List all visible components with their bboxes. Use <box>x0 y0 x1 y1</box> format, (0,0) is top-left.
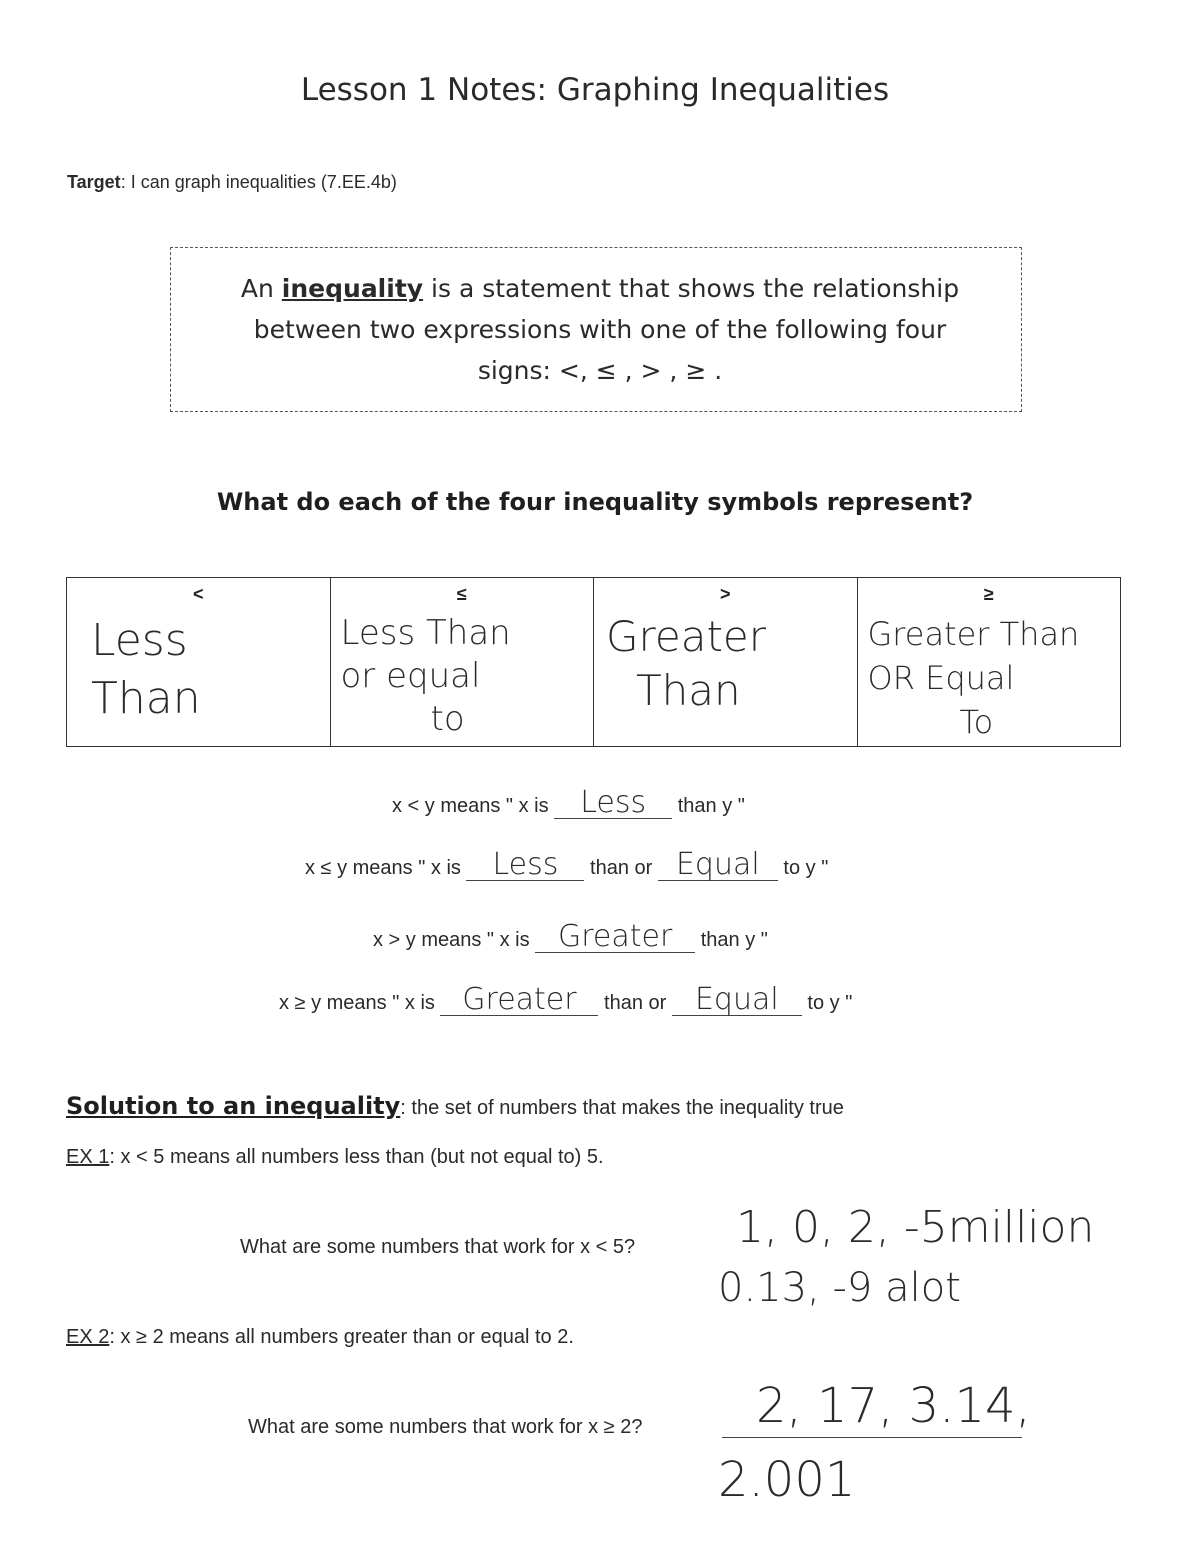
means-row <box>305 847 829 882</box>
ex1-text: : x < 5 means all numbers less than (but not equal to) 5. <box>109 1146 604 1168</box>
ex1-answer-line1: 1, 0, 2, -5million <box>736 1202 1095 1253</box>
solution-heading: Solution to an inequality <box>66 1092 401 1120</box>
answer-line: Less Than <box>340 613 511 653</box>
means-prefix: x ≤ y means " x is <box>305 857 467 879</box>
answer-line: Less <box>91 615 188 666</box>
target-label: Target <box>67 172 121 192</box>
answer-line: OR Equal <box>867 659 1015 697</box>
means-prefix: x < y means " x is <box>392 795 555 817</box>
learning-target <box>67 172 397 193</box>
means-row <box>279 982 853 1017</box>
means-blank: Equal <box>672 985 802 1016</box>
means-row <box>373 919 768 954</box>
answer-greater <box>606 610 851 718</box>
means-mid: than y " <box>695 929 768 951</box>
solution-text: : the set of numbers that makes the inequality true <box>400 1097 844 1119</box>
ex2-question: What are some numbers that work for x ≥ 2? <box>248 1416 643 1438</box>
page-title: Lesson 1 Notes: Graphing Inequalities <box>300 72 890 108</box>
answer-less-equal <box>341 612 591 741</box>
means-mid: than or <box>598 992 672 1014</box>
answer-line: Than <box>91 673 201 724</box>
symbol-less: < <box>192 584 204 604</box>
solution-definition <box>66 1092 844 1120</box>
definition-term: inequality <box>281 274 424 303</box>
symbols-table <box>66 577 1121 747</box>
ex1-label: EX 1 <box>66 1146 110 1168</box>
example-2 <box>66 1326 574 1349</box>
symbols-question: What do each of the four inequality symbols represent? <box>216 488 974 516</box>
means-blank: Less <box>466 850 584 881</box>
ex2-answer-line <box>722 1437 1022 1438</box>
answer-line: Greater Than <box>867 615 1080 653</box>
definition-pre: An <box>240 274 282 303</box>
symbol-cell-less-equal <box>330 578 594 747</box>
answer-line: Greater <box>606 612 767 661</box>
ex2-text: : x ≥ 2 means all numbers greater than or equal to 2. <box>109 1326 574 1348</box>
means-blank: Greater <box>535 922 695 953</box>
ex2-answer-line2: 2.001 <box>718 1452 856 1508</box>
symbol-greater-equal: ≥ <box>983 584 994 604</box>
means-blank: Greater <box>440 985 598 1016</box>
symbol-cell-greater <box>594 578 858 747</box>
means-blank: Equal <box>658 850 778 881</box>
means-suffix: to y " <box>801 992 853 1014</box>
ex1-question: What are some numbers that work for x < 5? <box>240 1236 636 1258</box>
means-blank: Less <box>554 788 672 819</box>
answer-line: or equal <box>340 656 481 696</box>
ex2-answer-line1: 2, 17, 3.14, <box>756 1378 1031 1434</box>
definition-line2: between two expressions with one of the following four <box>253 315 947 344</box>
ex1-answer-line2: 0.13, -9 alot <box>718 1265 961 1311</box>
answer-line: Than <box>636 666 741 715</box>
definition-line1-rest: is a statement that shows the relationship <box>423 274 960 303</box>
example-1 <box>66 1146 604 1169</box>
answer-line: to <box>430 699 465 739</box>
means-mid: than or <box>584 857 658 879</box>
means-prefix: x > y means " x is <box>373 929 536 951</box>
answer-less <box>91 612 201 728</box>
means-suffix: to y " <box>777 857 829 879</box>
symbol-greater: > <box>719 584 731 604</box>
definition-text <box>200 268 1000 391</box>
means-mid: than y " <box>672 795 745 817</box>
answer-greater-equal <box>868 612 1123 744</box>
answer-line: To <box>959 703 994 741</box>
definition-line3: signs: <, ≤ , > , ≥ . <box>477 356 723 385</box>
means-row <box>392 785 745 820</box>
symbol-cell-less <box>67 578 331 747</box>
target-text: : I can graph inequalities (7.EE.4b) <box>120 172 397 192</box>
means-prefix: x ≥ y means " x is <box>279 992 441 1014</box>
symbol-cell-greater-equal <box>857 578 1121 747</box>
symbol-less-equal: ≤ <box>456 584 467 604</box>
ex2-label: EX 2 <box>66 1326 110 1348</box>
